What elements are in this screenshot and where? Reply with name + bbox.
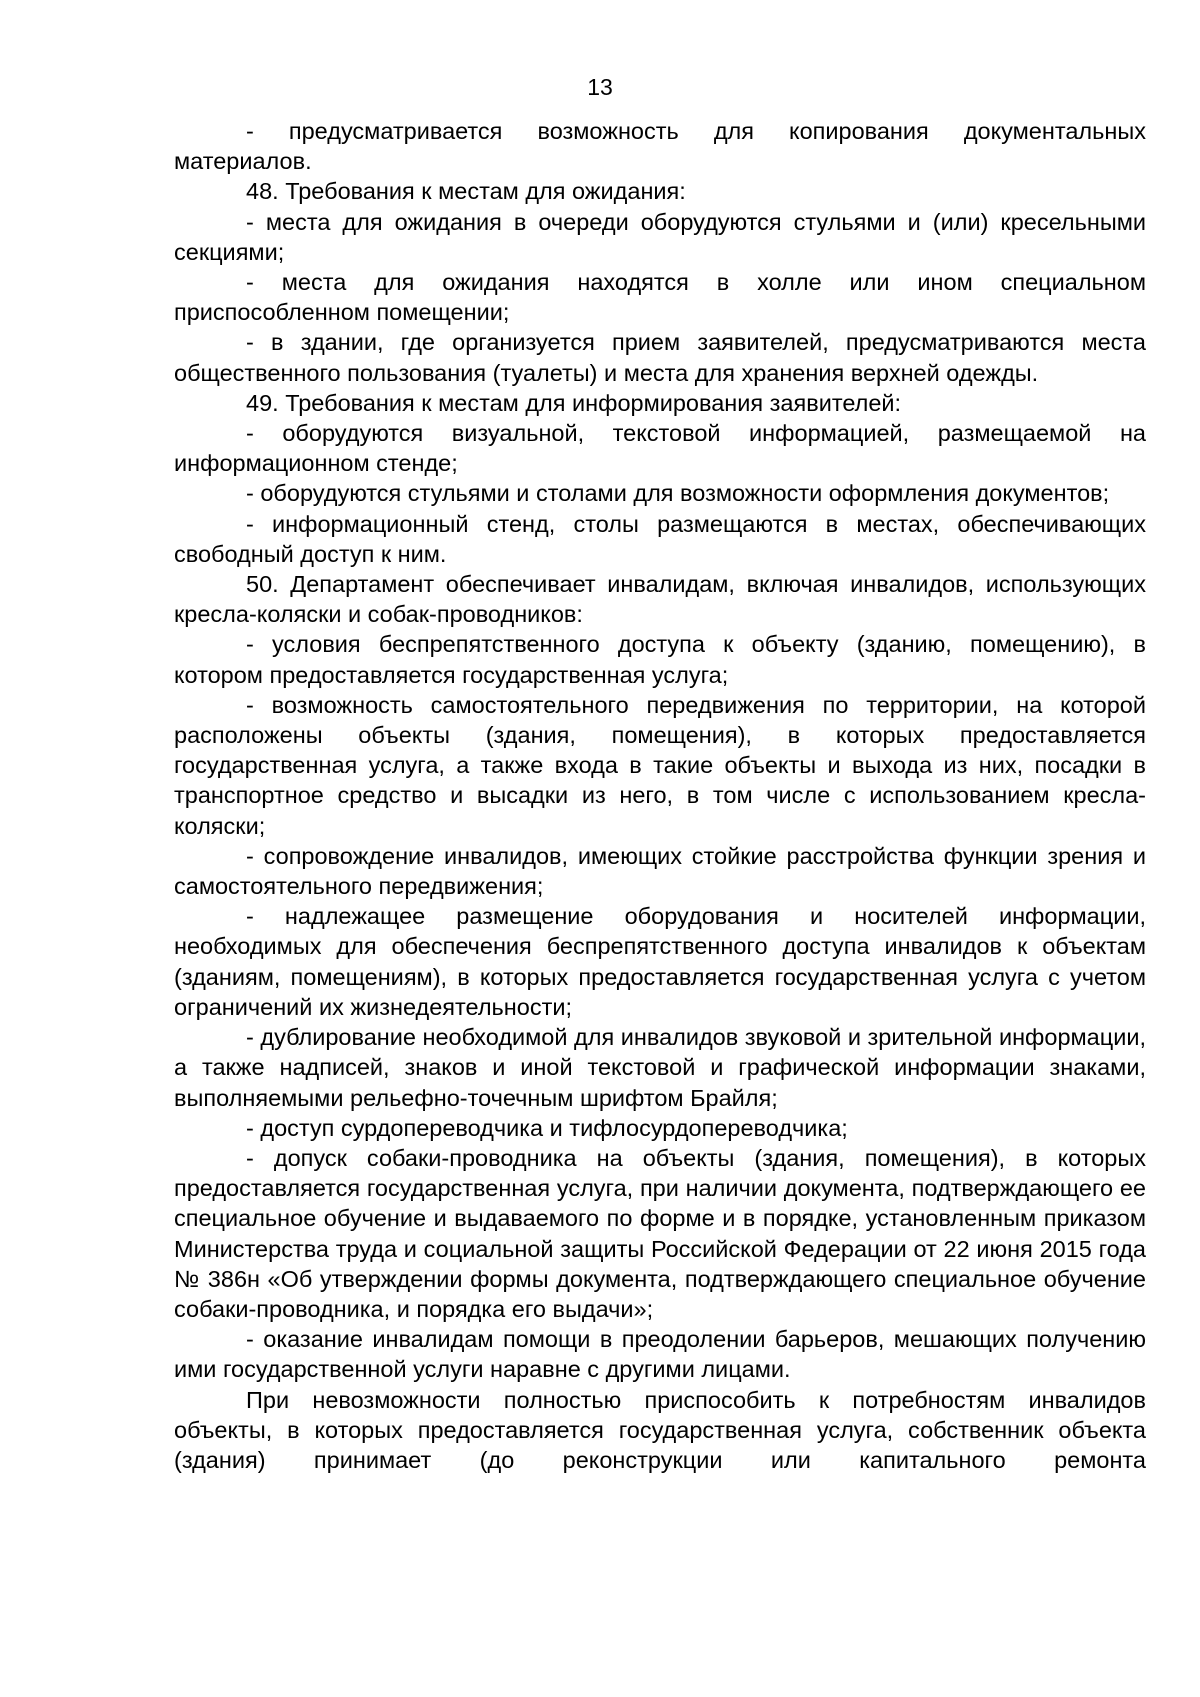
- paragraph-chairs-tables: - оборудуются стульями и столами для возможности оформления документов;: [246, 480, 1110, 507]
- paragraph-waiting-seats: - места для ожидания в очереди оборудуются стульями и (или) кресельными секциями;: [174, 208, 1146, 265]
- paragraph-impossibility: При невозможности полностью приспособить к потребностям инвалидов объекты, в которых предоставляется государственная услуга, собственник объекта (здания) принимает (до реконструкции или капитального ремонта: [174, 1386, 1146, 1473]
- paragraph-copying-materials: - предусматривается возможность для копирования документальных материалов.: [174, 118, 1146, 175]
- paragraph-equipment-placement: - надлежащее размещение оборудования и носителей информации, необходимых для обеспечения беспрепятственного доступа инвалидов к объектам (зданиям, помещениям), в которых предоставляется государственная услуга с учетом ограничений их жизнедеятельности;: [174, 903, 1146, 1020]
- paragraph-guide-dog: - допуск собаки-проводника на объекты (здания, помещения), в которых предоставляется государственная услуга, при наличии документа, подтверждающего ее специальное обучение и выдаваемого по форме и в порядке, установленным приказом Министерства труда и социальной защиты Российской Федерации от 22 июня 2015 года № 386н «Об утверждении формы документа, подтверждающего специальное обучение собаки-проводника, и порядка его выдачи»;: [174, 1144, 1146, 1322]
- page-number: 13: [587, 74, 613, 100]
- paragraph-sign-interpreter: - доступ сурдопереводчика и тифлосурдопереводчика;: [246, 1114, 848, 1141]
- paragraph-48-heading: 48. Требования к местам для ожидания:: [246, 178, 686, 205]
- paragraph-public-facilities: - в здании, где организуется прием заявителей, предусматриваются места общественного пользования (туалеты) и места для хранения верхней одежды.: [174, 329, 1146, 386]
- document-body: [174, 116, 1146, 1475]
- paragraph-independent-movement: - возможность самостоятельного передвижения по территории, на которой расположены объекты (здания, помещения), в которых предоставляется государственная услуга, а также входа в такие объекты и выхода из них, посадки в транспортное средство и высадки из него, в том числе с использованием кресла-коляски;: [174, 691, 1146, 839]
- paragraph-free-access: - информационный стенд, столы размещаются в местах, обеспечивающих свободный доступ к ним.: [174, 510, 1146, 567]
- paragraph-barrier-free-access: - условия беспрепятственного доступа к объекту (зданию, помещению), в котором предоставляется государственная услуга;: [174, 631, 1146, 688]
- paragraph-waiting-hall: - места для ожидания находятся в холле или ином специальном приспособленном помещении;: [174, 269, 1146, 326]
- paragraph-49-heading: 49. Требования к местам для информирования заявителей:: [246, 389, 902, 416]
- paragraph-braille-info: - дублирование необходимой для инвалидов звуковой и зрительной информации, а также надписей, знаков и иной текстовой и графической информации знаками, выполняемыми рельефно-точечным шрифтом Брайля;: [174, 1024, 1146, 1111]
- paragraph-escort: - сопровождение инвалидов, имеющих стойкие расстройства функции зрения и самостоятельного передвижения;: [174, 842, 1146, 900]
- paragraph-info-stand: - оборудуются визуальной, текстовой информацией, размещаемой на информационном стенде;: [174, 420, 1146, 477]
- paragraph-assistance: - оказание инвалидам помощи в преодолении барьеров, мешающих получению ими государственной услуги наравне с другими лицами.: [174, 1326, 1146, 1383]
- paragraph-50-heading: 50. Департамент обеспечивает инвалидам, включая инвалидов, использующих кресла-коляски и собак-проводников:: [174, 571, 1146, 628]
